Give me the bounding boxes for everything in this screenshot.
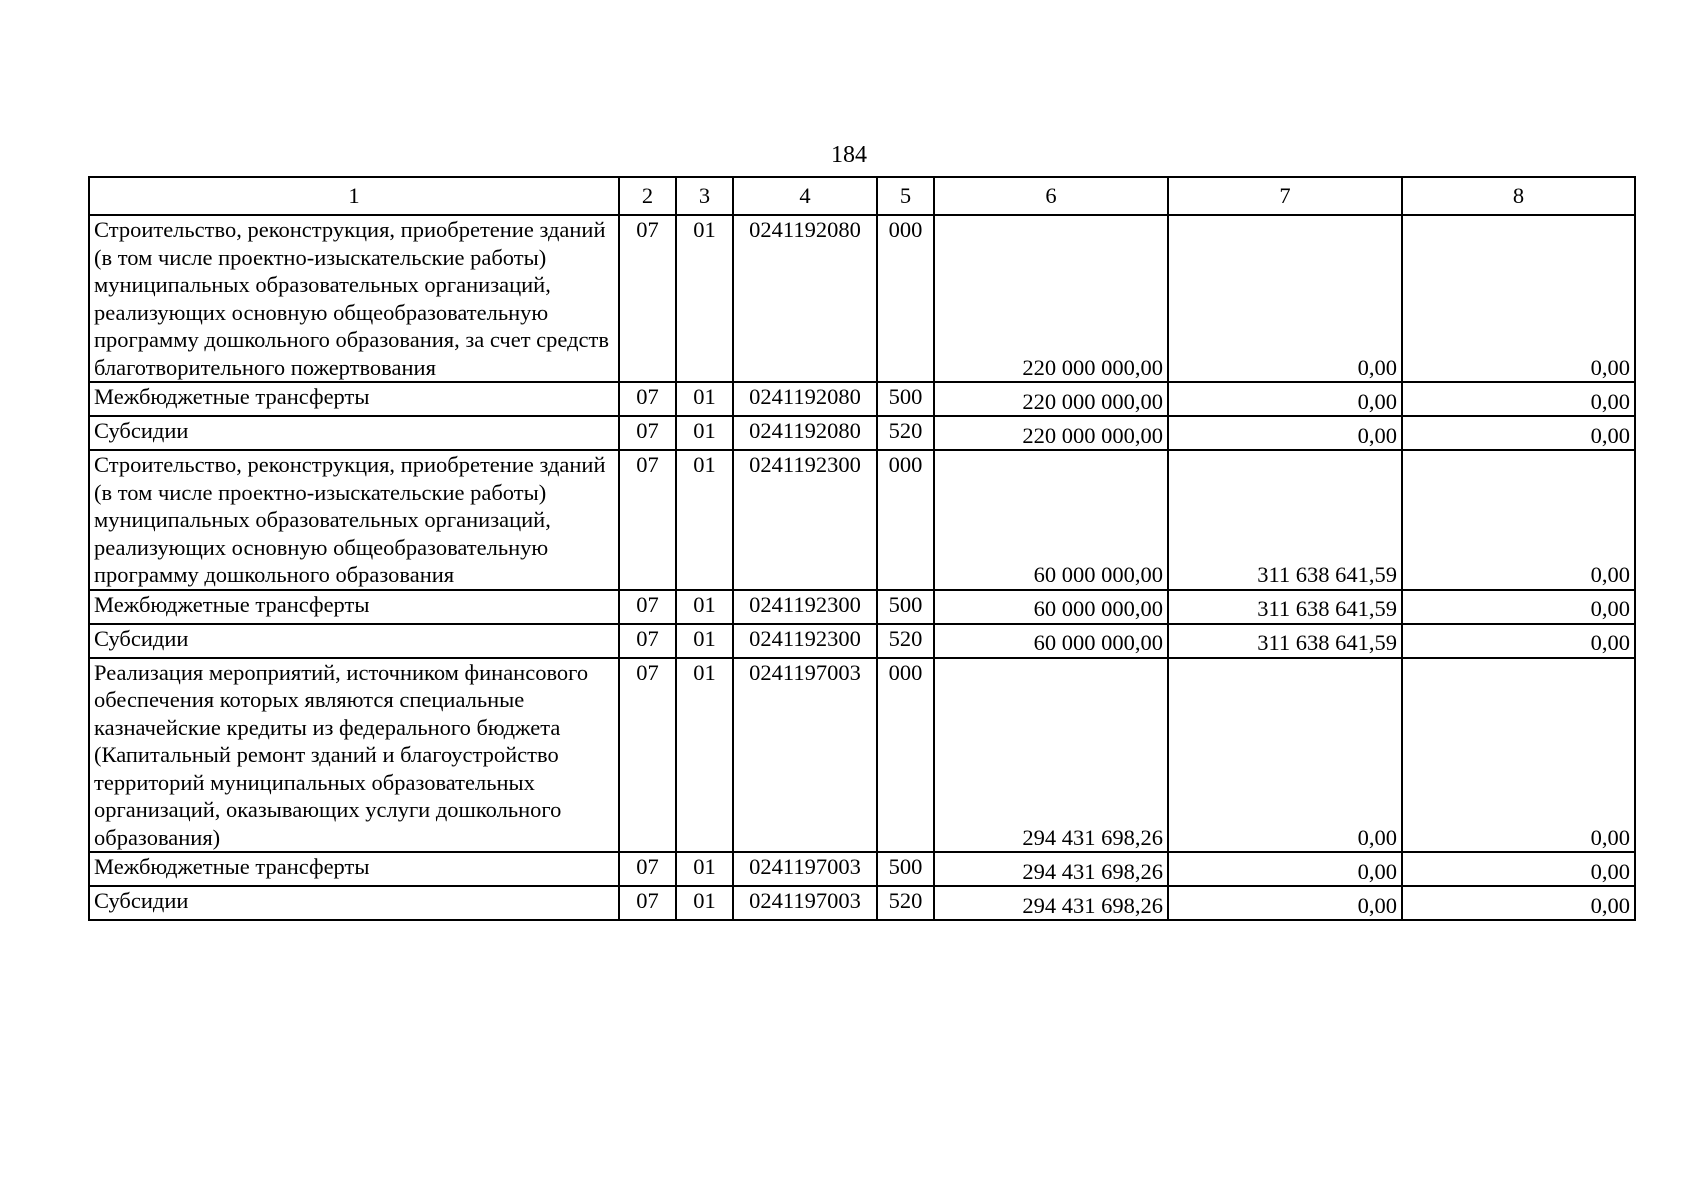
amount-col-6: 60 000 000,00	[934, 624, 1168, 658]
amount-col-6: 220 000 000,00	[934, 215, 1168, 382]
amount-col-7: 0,00	[1168, 382, 1402, 416]
section-code: 07	[619, 416, 676, 450]
section-code: 07	[619, 382, 676, 416]
expense-type-code: 500	[877, 590, 934, 624]
amount-col-6: 220 000 000,00	[934, 382, 1168, 416]
section-code: 07	[619, 215, 676, 382]
amount-col-7: 0,00	[1168, 852, 1402, 886]
subsection-code: 01	[676, 382, 733, 416]
section-code: 07	[619, 852, 676, 886]
section-code: 07	[619, 658, 676, 853]
amount-col-6: 294 431 698,26	[934, 658, 1168, 853]
target-article-code: 0241192080	[733, 416, 877, 450]
amount-col-8: 0,00	[1402, 658, 1635, 853]
amount-col-6: 60 000 000,00	[934, 450, 1168, 590]
target-article-code: 0241192300	[733, 450, 877, 590]
subsection-code: 01	[676, 624, 733, 658]
column-header: 5	[877, 177, 934, 215]
row-name: Межбюджетные трансферты	[89, 382, 619, 416]
row-name: Межбюджетные трансферты	[89, 590, 619, 624]
amount-col-7: 311 638 641,59	[1168, 624, 1402, 658]
table-row	[89, 416, 1635, 450]
amount-col-6: 60 000 000,00	[934, 590, 1168, 624]
target-article-code: 0241197003	[733, 852, 877, 886]
table-row	[89, 886, 1635, 920]
amount-col-7: 311 638 641,59	[1168, 590, 1402, 624]
row-name: Субсидии	[89, 624, 619, 658]
expense-type-code: 520	[877, 624, 934, 658]
amount-col-7: 0,00	[1168, 416, 1402, 450]
row-name: Строительство, реконструкция, приобретение зданий (в том числе проектно-изыскательские работы) муниципальных образовательных организаций, реализующих основную общеобразовательную программу дошкольного образования, за счет средств благотворительного пожертвования	[89, 215, 619, 382]
subsection-code: 01	[676, 590, 733, 624]
subsection-code: 01	[676, 450, 733, 590]
expense-type-code: 520	[877, 416, 934, 450]
amount-col-8: 0,00	[1402, 590, 1635, 624]
row-name: Межбюджетные трансферты	[89, 852, 619, 886]
table-row	[89, 590, 1635, 624]
row-name: Субсидии	[89, 416, 619, 450]
subsection-code: 01	[676, 852, 733, 886]
section-code: 07	[619, 590, 676, 624]
amount-col-7: 0,00	[1168, 658, 1402, 853]
page-number: 184	[831, 142, 867, 168]
expense-type-code: 000	[877, 658, 934, 853]
subsection-code: 01	[676, 416, 733, 450]
amount-col-8: 0,00	[1402, 416, 1635, 450]
table-row	[89, 624, 1635, 658]
header-row	[89, 177, 1635, 215]
row-name: Субсидии	[89, 886, 619, 920]
table-row	[89, 450, 1635, 590]
target-article-code: 0241192300	[733, 624, 877, 658]
column-header: 8	[1402, 177, 1635, 215]
amount-col-7: 311 638 641,59	[1168, 450, 1402, 590]
table-row	[89, 658, 1635, 853]
amount-col-6: 294 431 698,26	[934, 886, 1168, 920]
amount-col-7: 0,00	[1168, 886, 1402, 920]
amount-col-8: 0,00	[1402, 215, 1635, 382]
amount-col-8: 0,00	[1402, 852, 1635, 886]
column-header: 4	[733, 177, 877, 215]
row-name: Строительство, реконструкция, приобретение зданий (в том числе проектно-изыскательские работы) муниципальных образовательных организаций, реализующих основную общеобразовательную программу дошкольного образования	[89, 450, 619, 590]
column-header: 7	[1168, 177, 1402, 215]
expense-type-code: 500	[877, 382, 934, 416]
expense-type-code: 520	[877, 886, 934, 920]
subsection-code: 01	[676, 658, 733, 853]
column-header: 3	[676, 177, 733, 215]
target-article-code: 0241192080	[733, 382, 877, 416]
table-row	[89, 382, 1635, 416]
column-header: 1	[89, 177, 619, 215]
column-header: 6	[934, 177, 1168, 215]
column-header: 2	[619, 177, 676, 215]
budget-table	[88, 176, 1636, 921]
target-article-code: 0241197003	[733, 886, 877, 920]
amount-col-6: 294 431 698,26	[934, 852, 1168, 886]
amount-col-8: 0,00	[1402, 624, 1635, 658]
row-name: Реализация мероприятий, источником финансового обеспечения которых являются специальные казначейские кредиты из федерального бюджета (Капитальный ремонт зданий и благоустройство территорий муниципальных образовательных организаций, оказывающих услуги дошкольного образования)	[89, 658, 619, 853]
section-code: 07	[619, 450, 676, 590]
table-row	[89, 852, 1635, 886]
subsection-code: 01	[676, 215, 733, 382]
amount-col-8: 0,00	[1402, 450, 1635, 590]
expense-type-code: 000	[877, 215, 934, 382]
expense-type-code: 000	[877, 450, 934, 590]
amount-col-6: 220 000 000,00	[934, 416, 1168, 450]
amount-col-8: 0,00	[1402, 886, 1635, 920]
amount-col-7: 0,00	[1168, 215, 1402, 382]
section-code: 07	[619, 624, 676, 658]
subsection-code: 01	[676, 886, 733, 920]
target-article-code: 0241192080	[733, 215, 877, 382]
target-article-code: 0241197003	[733, 658, 877, 853]
section-code: 07	[619, 886, 676, 920]
target-article-code: 0241192300	[733, 590, 877, 624]
expense-type-code: 500	[877, 852, 934, 886]
table-row	[89, 215, 1635, 382]
amount-col-8: 0,00	[1402, 382, 1635, 416]
